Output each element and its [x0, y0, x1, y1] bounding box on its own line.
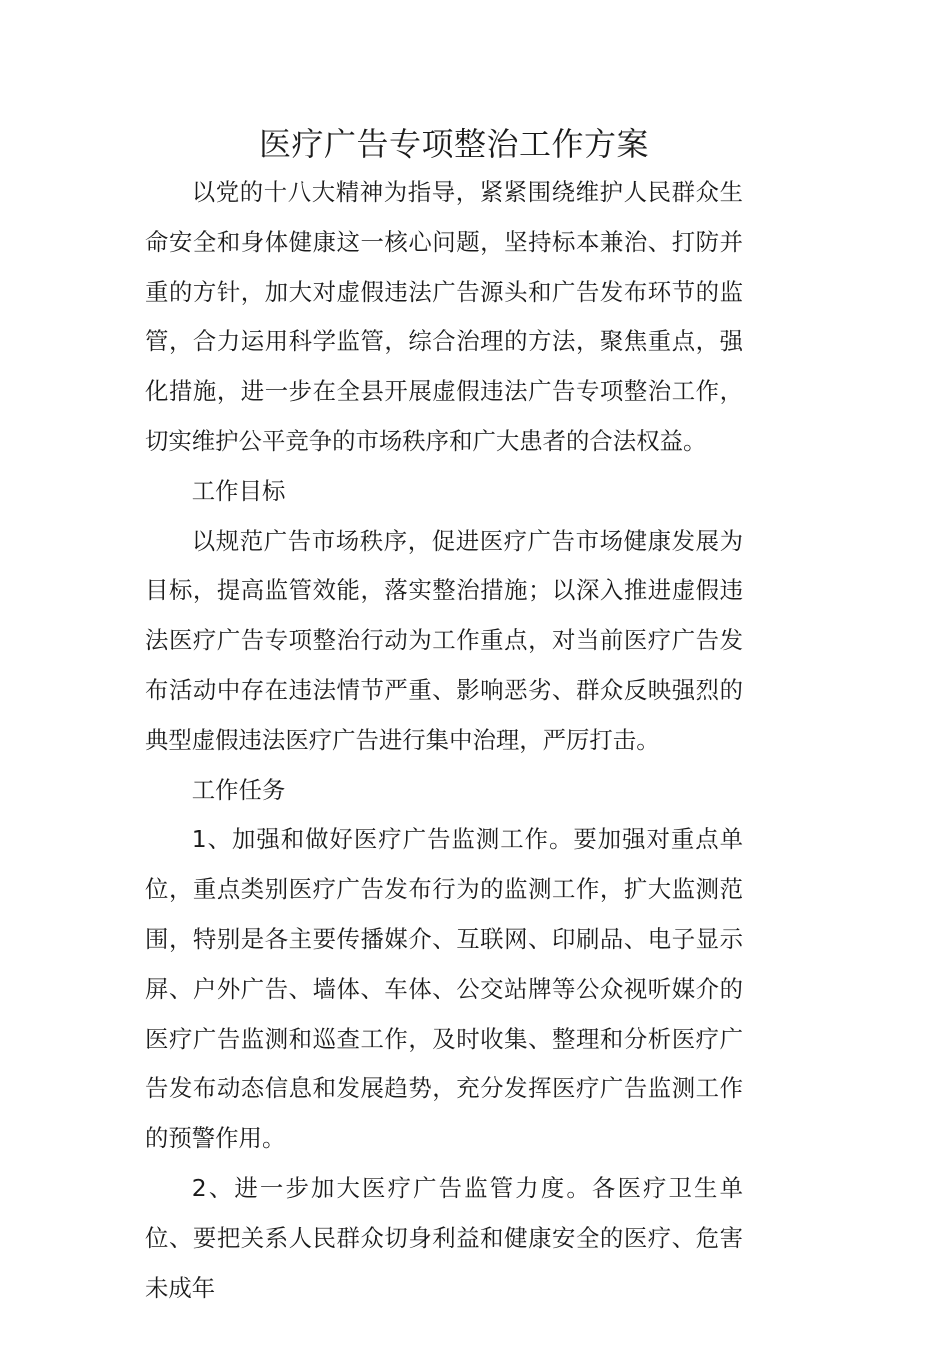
document-body: [145, 168, 743, 1313]
paragraph-guiding-principle: 以党的十八大精神为指导，紧紧围绕维护人民群众生命安全和身体健康这一核心问题，坚持标本兼治、打防并重的方针，加大对虚假违法广告源头和广告发布环节的监管，合力运用科学监管，综合治理的方法，聚焦重点，强化措施，进一步在全县开展虚假违法广告专项整治工作，切实维护公平竞争的市场秩序和广大患者的合法权益。: [145, 178, 743, 455]
section-heading-goal: 工作目标: [191, 476, 286, 505]
paragraph-task-1: 1、加强和做好医疗广告监测工作。要加强对重点单位，重点类别医疗广告发布行为的监测工作，扩大监测范围，特别是各主要传播媒介、互联网、印刷品、电子显示屏、户外广告、墙体、车体、公交站牌等公众视听媒介的医疗广告监测和巡查工作，及时收集、整理和分析医疗广告发布动态信息和发展趋势，充分发挥医疗广告监测工作的预警作用。: [145, 825, 743, 1153]
section-heading-tasks: 工作任务: [191, 775, 286, 804]
paragraph-task-2: 2、进一步加大医疗广告监管力度。各医疗卫生单位、要把关系人民群众切身利益和健康安全的医疗、危害未成年: [145, 1173, 743, 1302]
paragraph-goal: 以规范广告市场秩序，促进医疗广告市场健康发展为目标，提高监管效能，落实整治措施；以深入推进虚假违法医疗广告专项整治行动为工作重点，对当前医疗广告发布活动中存在违法情节严重、影响恶劣、群众反映强烈的典型虚假违法医疗广告进行集中治理，严厉打击。: [145, 526, 743, 754]
document-title: 医疗广告专项整治工作方案: [258, 125, 649, 163]
